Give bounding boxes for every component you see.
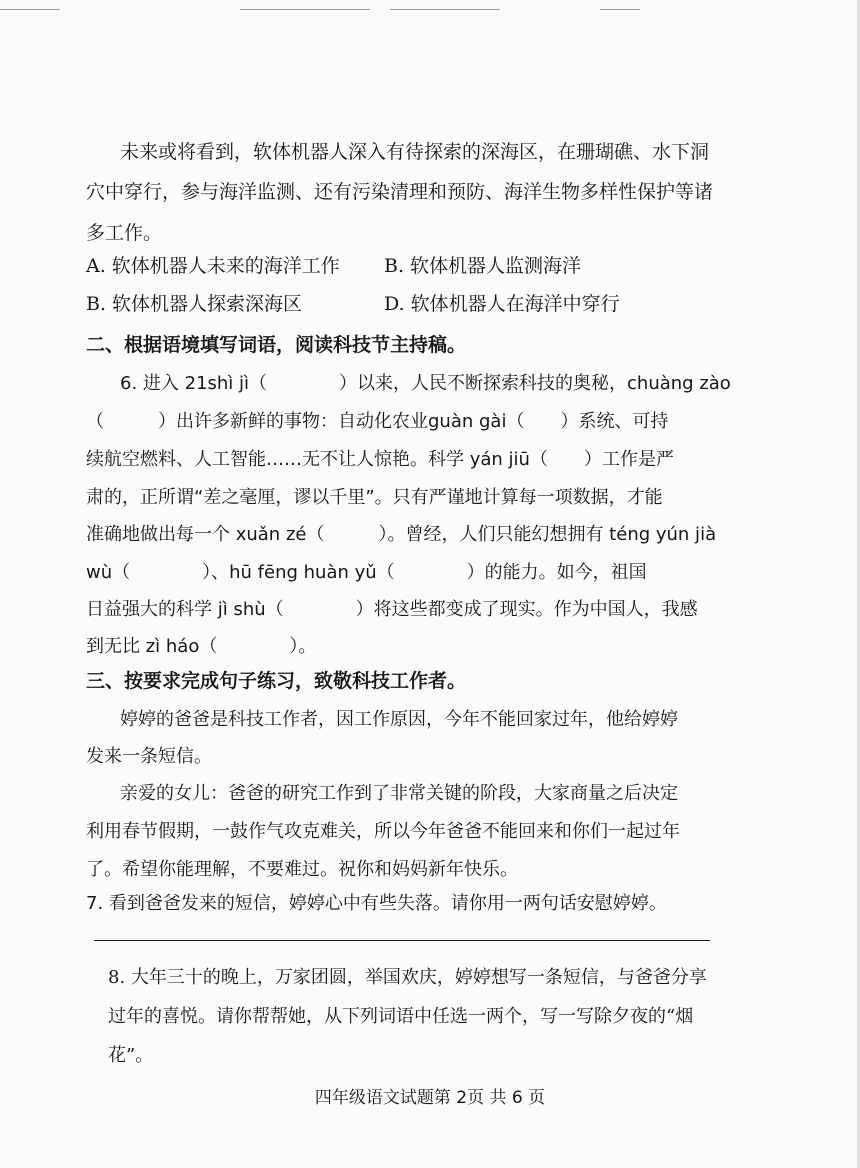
scan-edge-line (600, 9, 640, 10)
option-d: D. 软体机器人在海洋中穿行 (384, 293, 620, 315)
scan-edge-line (0, 9, 60, 10)
fill-blank-line: wù（ ）、hū fēng huàn yǔ（ ）的能力。如今，祖国 (86, 562, 647, 583)
intro-line: 发来一条短信。 (86, 746, 212, 767)
option-c: B. 软体机器人探索深海区 (86, 293, 303, 315)
answer-line[interactable] (94, 940, 710, 941)
option-b: B. 软体机器人监测海洋 (384, 255, 582, 277)
question-7: 7. 看到爸爸发来的短信，婷婷心中有些失落。请你用一两句话安慰婷婷。 (86, 893, 667, 914)
passage-line: 穴中穿行，参与海洋监测、还有污染清理和预防、海洋生物多样性保护等诸 (86, 181, 714, 203)
sms-line: 了。希望你能理解，不要难过。祝你和妈妈新年快乐。 (86, 859, 518, 880)
sms-line: 利用春节假期，一鼓作气攻克难关，所以今年爸爸不能回来和你们一起过年 (86, 821, 680, 842)
scan-edge-line (390, 9, 500, 10)
fill-blank-line: （ ）出许多新鲜的事物：自动化农业guàn gài（ ）系统、可持 (86, 411, 669, 432)
intro-line: 婷婷的爸爸是科技工作者，因工作原因，今年不能回家过年，他给婷婷 (120, 709, 678, 730)
scan-edge-line (240, 9, 370, 10)
fill-blank-line: 准确地做出每一个 xuǎn zé（ ）。曾经，人们只能幻想拥有 téng yún jià (86, 524, 717, 545)
passage-line: 未来或将看到，软体机器人深入有待探索的深海区，在珊瑚礁、水下洞 (120, 141, 710, 163)
option-a: A. 软体机器人未来的海洋工作 (86, 255, 340, 277)
passage-line: 多工作。 (86, 222, 163, 244)
section-heading: 三、按要求完成句子练习，致敬科技工作者。 (86, 670, 467, 692)
fill-blank-line: 续航空燃料、人工智能……无不让人惊艳。科学 yán jiū（ ）工作是严 (86, 449, 674, 470)
fill-blank-line: 到无比 zì háo（ ）。 (86, 636, 317, 657)
fill-blank-line: 日益强大的科学 jì shù（ ）将这些都变成了现实。作为中国人，我感 (86, 599, 698, 620)
question-8-line: 8. 大年三十的晚上，万家团圆，举国欢庆，婷婷想写一条短信，与爸爸分享 (108, 967, 707, 988)
section-heading: 二、根据语境填写词语，阅读科技节主持稿。 (86, 334, 467, 356)
question-8-line: 花”。 (108, 1045, 154, 1066)
page-footer: 四年级语文试题第 2页 共 6 页 (314, 1088, 546, 1108)
fill-blank-line: 肃的，正所谓“差之毫厘，谬以千里”。只有严谨地计算每一项数据，才能 (86, 487, 663, 508)
sms-line: 亲爱的女儿：爸爸的研究工作到了非常关键的阶段，大家商量之后决定 (120, 783, 678, 804)
fill-blank-line: 6. 进入 21shì jì（ ）以来，人民不断探索科技的奥秘，chuàng zào (120, 373, 731, 394)
question-8-line: 过年的喜悦。请你帮帮她，从下列词语中任选一两个，写一写除夕夜的“烟 (108, 1006, 694, 1027)
